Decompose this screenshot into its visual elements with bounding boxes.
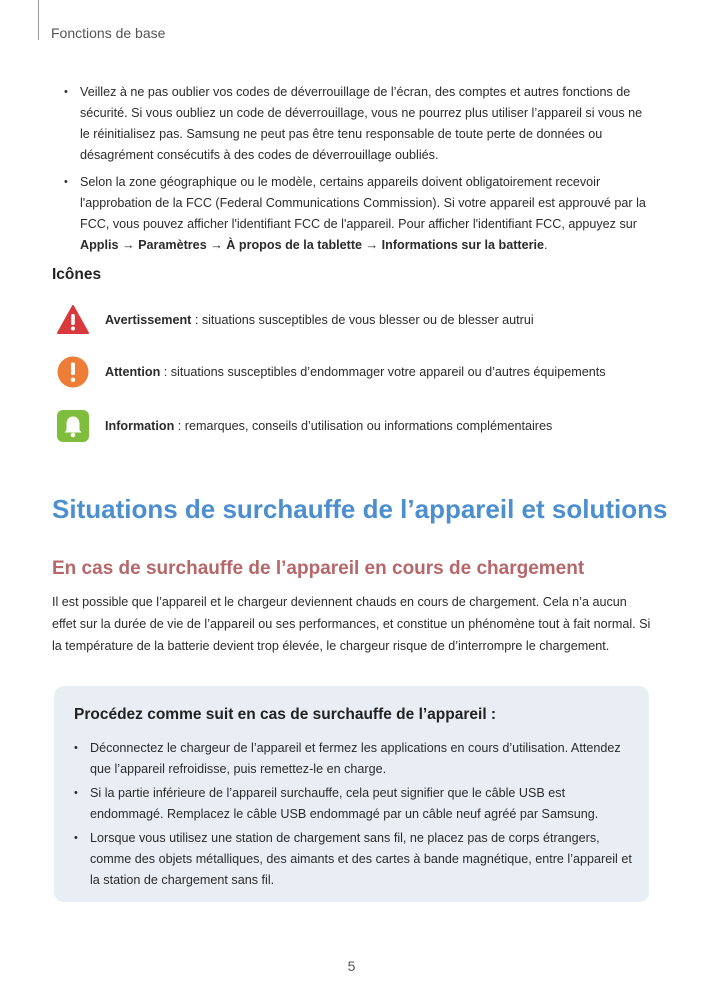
caution-label: Attention — [105, 365, 161, 379]
section-subtitle: En cas de surchauffe de l’appareil en cours de chargement — [52, 558, 585, 579]
section-title: Situations de surchauffe de l’appareil et solutions — [52, 494, 668, 524]
top-bullet-list — [64, 82, 649, 262]
path-step-applis: Applis — [80, 238, 119, 252]
list-item: • Lorsque vous utilisez une station de chargement sans fil, ne placez pas de corps étrangers, comme des objets métalliques, des aimants et des cartes à bande magnétique, entre l’appareil et la station de chargement sans fil. — [74, 828, 634, 891]
list-item — [64, 82, 649, 166]
list-item — [64, 172, 649, 256]
warning-label: Avertissement — [105, 313, 192, 327]
warning-desc: : situations susceptibles de vous blesser ou de blesser autrui — [191, 313, 534, 327]
path-arrow: → — [206, 238, 227, 252]
information-desc: : remarques, conseils d’utilisation ou informations complémentaires — [174, 419, 553, 433]
section-header: Fonctions de base — [51, 25, 166, 41]
caution-desc: : situations susceptibles d’endommager votre appareil ou d’autres équipements — [160, 365, 606, 379]
list-item: • Déconnectez le chargeur de l’appareil et fermez les applications en cours d’utilisation. Attendez que l’appareil refroidisse, puis remettez-le en charge. — [74, 738, 634, 780]
icon-row-warning — [56, 303, 534, 337]
procedure-title: Procédez comme suit en cas de surchauffe de l’appareil : — [74, 706, 497, 723]
header-rule — [38, 0, 39, 40]
path-arrow: → — [362, 238, 382, 252]
bullet-text: Selon la zone géographique ou le modèle, certains appareils doivent obligatoirement recevoir l'approbation de la FCC (Federal Communications Commission). Si votre appareil est approuvé par la FCC, vous pouvez afficher l'identifiant FCC de l'appareil. Pour afficher l'identifiant FCC, appuyez sur — [80, 175, 646, 231]
icons-heading: Icônes — [52, 266, 102, 283]
caution-circle-icon — [56, 355, 90, 389]
path-arrow: → — [118, 238, 139, 252]
bullet-text: Veillez à ne pas oublier vos codes de déverrouillage de l’écran, des comptes et autres fonctions de sécurité. Si vous oubliez un code de déverrouillage, vous ne pourrez plus utiliser l’appareil si vous ne le réinitialisez pas. Samsung ne peut pas être tenu responsable de toute perte de données ou désagrément consécutifs à des codes de déverrouillage oubliés. — [80, 85, 643, 162]
path-step-batterie: Informations sur la batterie — [381, 238, 545, 252]
icon-row-caution — [56, 355, 606, 389]
section-paragraph: Il est possible que l’appareil et le chargeur deviennent chauds en cours de chargement. Cela n’a aucun effet sur la durée de vie de l’appareil ou ses performances, et constitue un phénomène tout à fait normal. Si la température de la batterie devient trop élevée, le chargeur risque de d’interrompre le chargement. — [52, 595, 651, 653]
bell-info-icon — [56, 409, 90, 443]
path-step-parametres: Paramètres — [138, 238, 207, 252]
information-label: Information — [105, 419, 175, 433]
list-item: • Si la partie inférieure de l’appareil surchauffe, cela peut signifier que le câble USB est endommagé. Remplacez le câble USB endommagé par un câble neuf agréé par Samsung. — [74, 783, 634, 825]
procedure-box — [54, 686, 649, 902]
path-step-a-propos: À propos de la tablette — [226, 238, 363, 252]
page-number: 5 — [347, 958, 356, 974]
icon-row-information — [56, 409, 552, 443]
bullet-end: . — [544, 238, 548, 252]
procedure-list — [74, 738, 634, 894]
warning-triangle-icon — [56, 303, 90, 337]
